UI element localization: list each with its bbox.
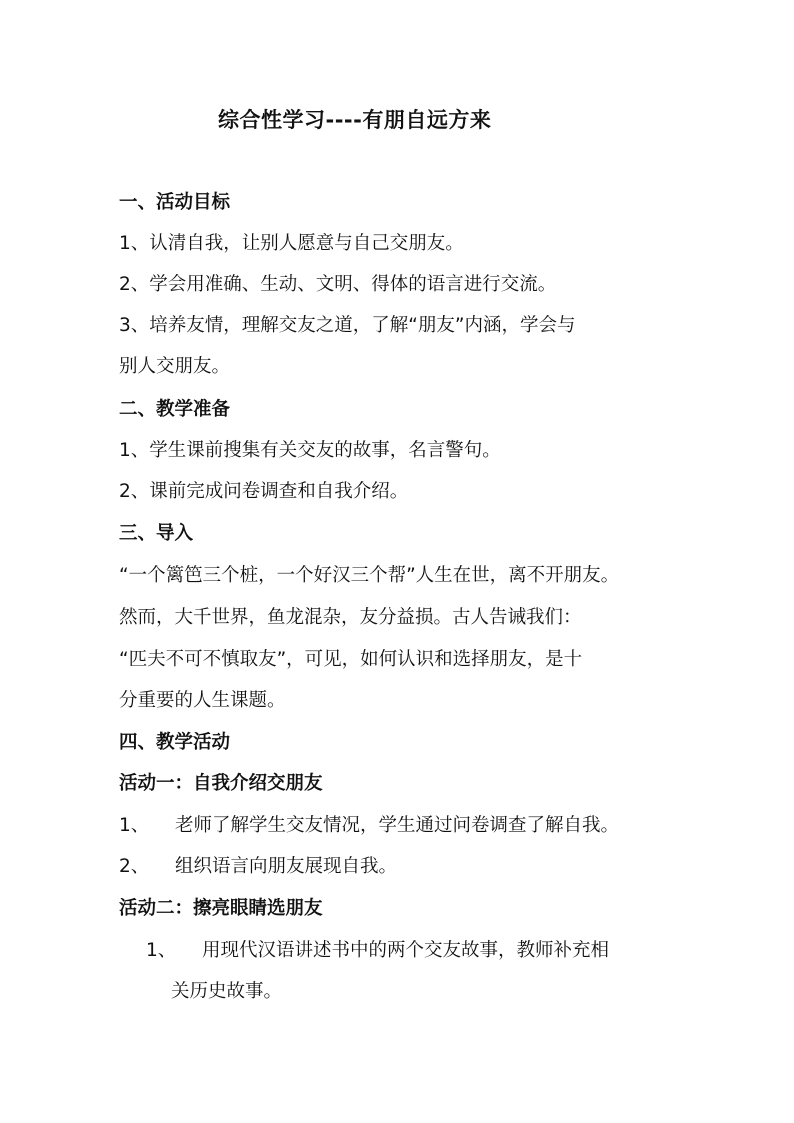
list-text: 组织语言向朋友展现自我。 [175,856,398,877]
intro-paragraph-line-4: 分重要的人生课题。 [119,690,286,711]
activity-1-item-1 [119,814,619,838]
activity-1-item-2 [119,855,397,879]
document-title: 综合性学习----有朋自远方来 [218,108,492,132]
goal-item-3: 3、培养友情，理解交友之道，了解“朋友”内涵，学会与 [119,315,576,336]
prep-item-2: 2、课前完成问卷调查和自我介绍。 [119,481,409,502]
activity-2-item-1-continued: 关历史故事。 [171,981,283,1002]
goal-item-2: 2、学会用准确、生动、文明、得体的语言进行交流。 [119,274,557,295]
prep-item-1: 1、学生课前搜集有关交友的故事，名言警句。 [119,440,501,461]
goal-item-1: 1、认清自我，让别人愿意与自己交朋友。 [119,233,464,254]
section-heading-activities: 四、教学活动 [119,732,231,753]
section-heading-preparation: 二、教学准备 [119,399,231,420]
intro-paragraph-line-3: “匹夫不可不慎取友”，可见，如何认识和选择朋友，是十 [119,649,583,670]
section-heading-goals: 一、活动目标 [119,192,231,213]
list-text: 老师了解学生交友情况，学生通过问卷调查了解自我。 [175,815,620,836]
section-heading-intro: 三、导入 [119,523,194,544]
intro-paragraph-line-1: “一个篱笆三个桩，一个好汉三个帮”人生在世，离不开朋友。 [119,565,620,586]
activity-1-heading: 活动一：自我介绍交朋友 [119,773,323,794]
intro-paragraph-line-2: 然而，大千世界，鱼龙混杂，友分益损。古人告诫我们： [119,607,582,628]
goal-item-3-continued: 别人交朋友。 [119,356,231,377]
activity-2-heading: 活动二：擦亮眼睛选朋友 [119,898,323,919]
list-number: 2、 [119,856,150,877]
list-number: 1、 [146,940,177,961]
list-number: 1、 [119,815,150,836]
list-text: 用现代汉语讲述书中的两个交友故事，教师补充相 [202,940,610,961]
activity-2-item-1 [146,939,609,963]
